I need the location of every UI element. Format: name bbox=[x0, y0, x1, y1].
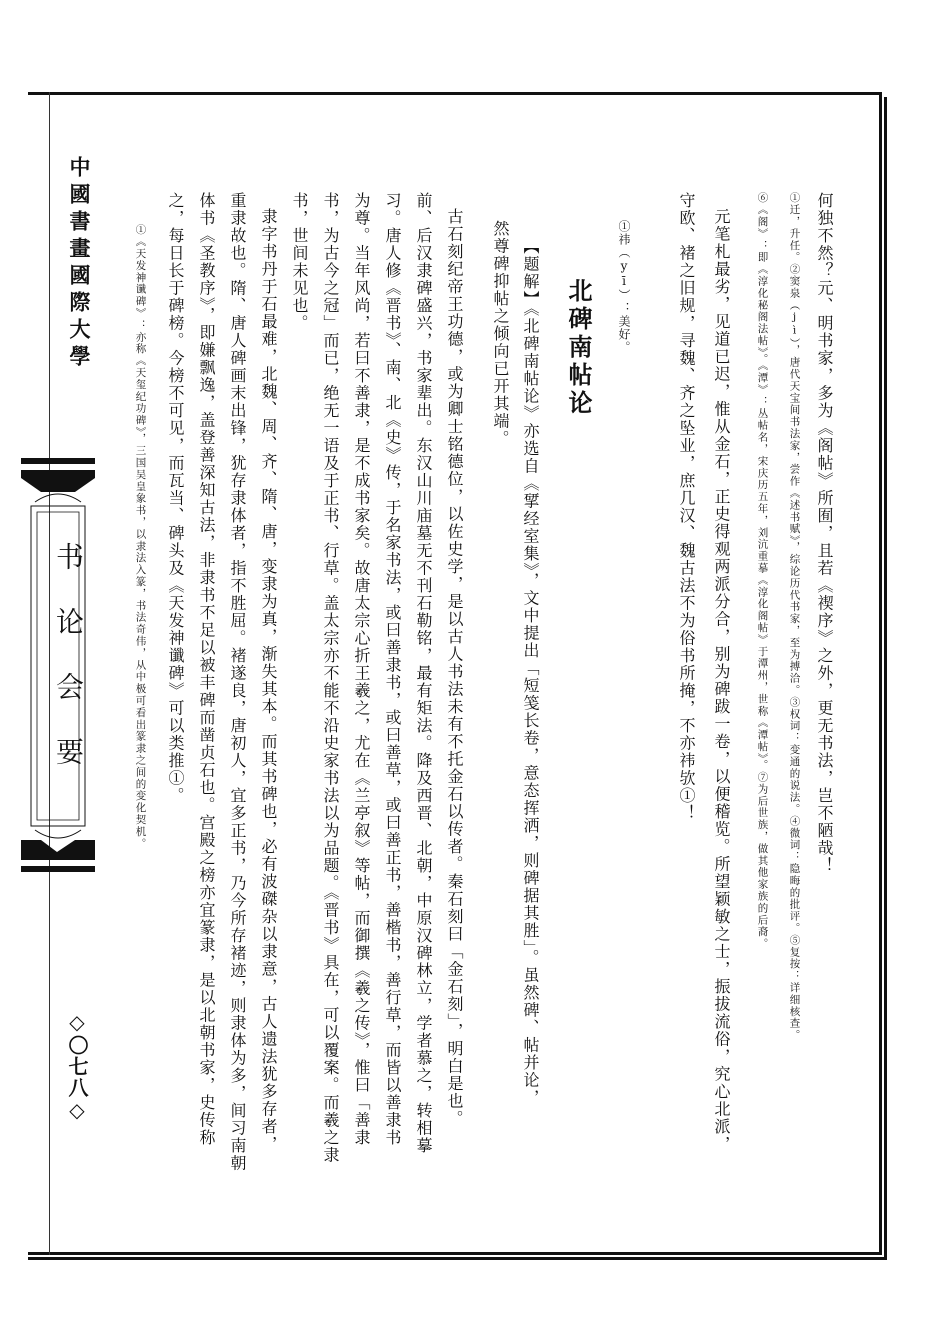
book-title: 书论会要 bbox=[52, 542, 85, 802]
text-column-1: 何独不然？元、明书家，多为《阁帖》所囿，且若《禊序》之外，更无书法，岂不陋哉！ bbox=[815, 192, 834, 875]
section-title: 北碑南帖论 bbox=[564, 278, 592, 418]
text-column-12: 体书《圣教序》，即嫌飘逸，盖登善深知古法，非隶书不足以被丰碑而凿贞石也。宫殿之榜亦宜篆隶，是以北朝书家，史传称 bbox=[197, 192, 216, 1147]
intro-column-2: 然尊碑抑帖之倾向已开其端。 bbox=[491, 220, 510, 448]
text-column-13: 之，每日长于碑榜。今榜不可见，而瓦当、碑头及《天发神谶碑》可以类推①。 bbox=[166, 192, 185, 805]
text-column-8: 书，为古今之冠」而已，绝无一语及于正书、行草。盖太宗亦不能不沿史家书法以为品题。《晋书》具在，可以覆案。而羲之隶 bbox=[321, 192, 340, 1164]
publisher-title: 中國書畫國際大學 bbox=[67, 156, 92, 372]
text-column-10: 隶字书丹于石最难，北魏、周、齐、隋、唐，变隶为真，渐失其本。而其书碑也，必有波磔杂以隶意，古人遗法犹多存者， bbox=[259, 208, 278, 1153]
text-column-6: 习。唐人修《晋书》、南、北《史》传，于名家书法，或曰善隶书，或曰善草，或曰善正书，善楷书，善行草，而皆以善隶书 bbox=[383, 192, 402, 1147]
text-column-3: 守欧、褚之旧规，寻魏、齐之坠业，庶几汉、魏古法不为俗书所掩，不亦祎欤①！ bbox=[677, 192, 696, 822]
text-column-5: 前、后汉隶碑盛兴，书家辈出。东汉山川庙墓无不刊石勒铭，最有矩法。降及西晋、北朝，中原汉碑林立，学者慕之，转相摹 bbox=[414, 192, 433, 1155]
annotation-column-3: ①祎（yī）：美好。 bbox=[617, 220, 631, 354]
text-column-9: 书，世间未见也。 bbox=[290, 192, 309, 332]
annotation-column-2: ⑥《阁》：即《淳化秘阁法帖》。《潭》：丛帖名，宋庆历五年，刘沆重摹《淳化阁帖》于潭州，世称《潭帖》。⑦为后世族，做其他家族的后裔。 bbox=[756, 192, 769, 950]
intro-column-1: 【题解】《北碑南帖论》亦选自《揅经室集》，文中提出「短笺长卷，意态挥洒，则碑据其胜」。虽然碑、帖并论， bbox=[521, 238, 540, 1107]
page-number: ◇〇七八◇ bbox=[65, 1010, 89, 1123]
text-column-4: 古石刻纪帝王功德，或为卿士铭德位，以佐史学，是以古人书法未有不托金石以传者。秦石刻曰「金石刻」，明白是也。 bbox=[445, 208, 464, 1128]
text-column-11: 重隶故也。隋、唐人碑画末出锋，犹存隶体者，指不胜屈。褚遂良，唐初人，宜多正书，乃今所存褚迹，则隶体为多，间习南朝 bbox=[228, 192, 247, 1172]
text-column-7: 为尊。当年风尚，若曰不善隶，是不成书家矣。故唐太宗心折王羲之，尤在《兰亭叙》等帖，而御撰《羲之传》，惟曰「善隶 bbox=[352, 192, 371, 1147]
annotation-column-4: ①《天发神谶碑》：亦称《天玺纪功碑》，三国吴皇象书，以隶法入篆，书法奇伟，从中极可看出篆隶之间的变化契机。 bbox=[134, 224, 147, 850]
annotation-column-1: ①迁，升任。②窦泉（jì），唐代天宝间书法家，尝作《述书赋》，综论历代书家，至为搏洽。③权词：变通的说法。④微词：隐晦的批评。⑤复按：详细核查。 bbox=[788, 192, 801, 1042]
text-column-2: 元笔札最劣，见道已迟，惟从金石，正史得观两派分合，别为碑跋一卷，以便稽览。所望颖敏之士，振拔流俗，究心北派， bbox=[712, 208, 731, 1153]
